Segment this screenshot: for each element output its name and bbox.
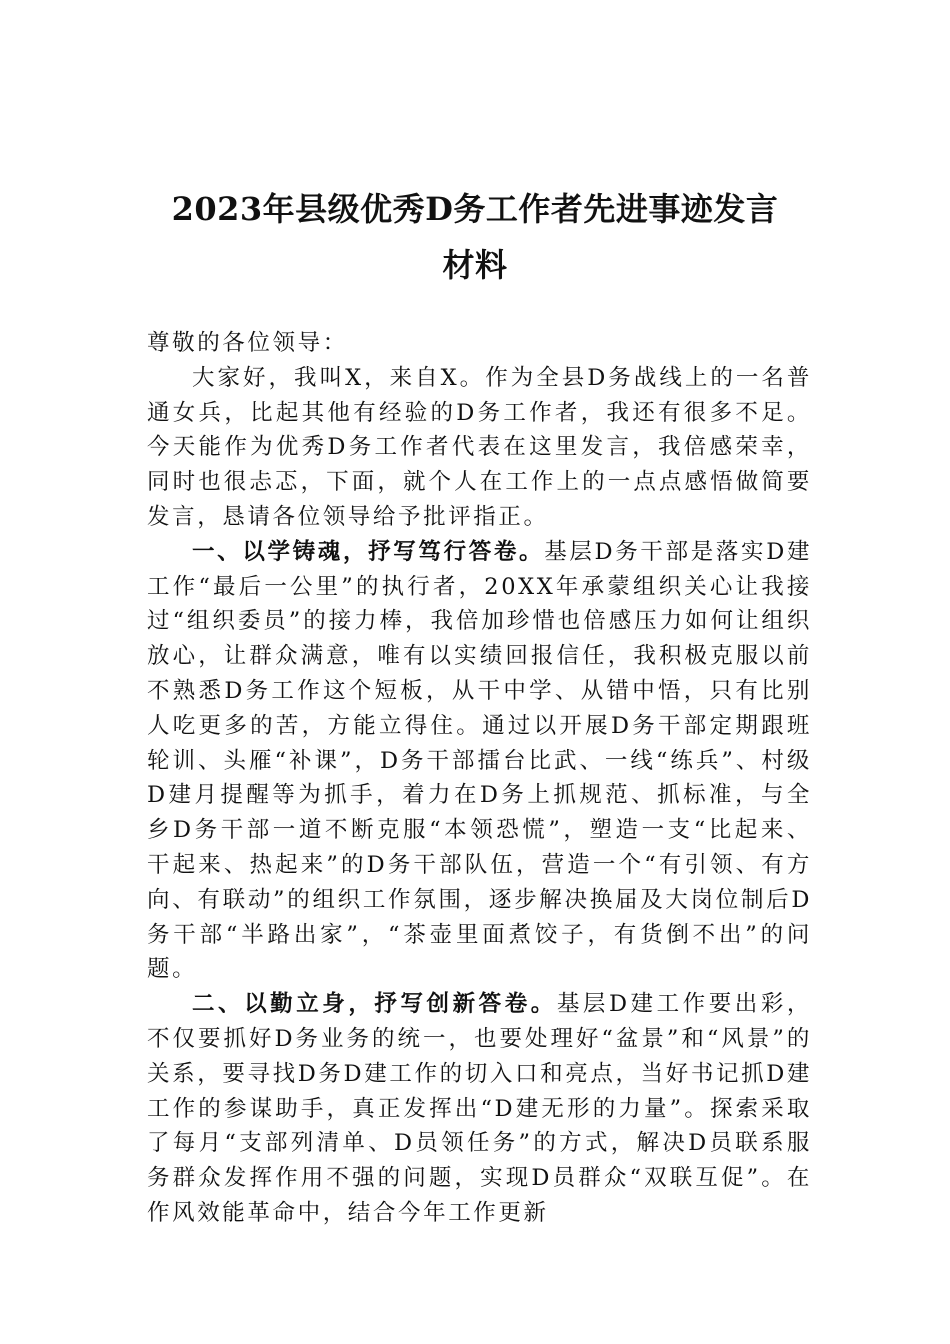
document-body bbox=[147, 326, 812, 1231]
title-line-1: 2023年县级优秀D务工作者先进事迹发言 bbox=[171, 190, 779, 229]
section-1-paragraph bbox=[147, 535, 812, 987]
section-2-body: 基层D建工作要出彩，不仅要抓好D务业务的统一，也要处理好“盆景”和“风景”的关系，要寻找D务D建工作的切入口和亮点，当好书记抓D建工作的参谋助手，真正发挥出“D建无形的力量”。探索采取了每月“支部列清单、D员领任务”的方式，解决D员联系服务群众发挥作用不强的问题，实现D员群众“双联互促”。在作风效能革命中，结合今年工作更新 bbox=[147, 991, 812, 1226]
section-1-heading: 一、以学铸魂，抒写笃行答卷。 bbox=[192, 538, 545, 565]
section-1-body: 基层D务干部是落实D建工作“最后一公里”的执行者，20XX年承蒙组织关心让我接过“组织委员”的接力棒，我倍加珍惜也倍感压力如何让组织放心，让群众满意，唯有以实绩回报信任，我积极克服以前不熟悉D务工作这个短板，从干中学、从错中悟，只有比别人吃更多的苦，方能立得住。通过以开展D务干部定期跟班轮训、头雁“补课”，D务干部擂台比武、一线“练兵”、村级D建月提醒等为抓手，着力在D务上抓规范、抓标准，与全乡D务干部一道不断克服“本领恐慌”，塑造一支“比起来、干起来、热起来”的D务干部队伍，营造一个“有引领、有方向、有联动”的组织工作氛围，逐步解决换届及大岗位制后D务干部“半路出家”，“茶壶里面煮饺子，有货倒不出”的问题。 bbox=[147, 538, 812, 983]
salutation: 尊敬的各位领导： bbox=[147, 330, 348, 356]
section-2-heading: 二、以勤立身，抒写创新答卷。 bbox=[192, 991, 557, 1018]
title-line-2: 材料 bbox=[442, 246, 508, 285]
section-2-paragraph bbox=[147, 987, 812, 1231]
document-title bbox=[120, 181, 830, 293]
intro-paragraph: 大家好，我叫X，来自X。作为全县D务战线上的一名普通女兵，比起其他有经验的D务工作者，我还有很多不足。今天能作为优秀D务工作者代表在这里发言，我倍感荣幸，同时也很忐忑，下面，就个人在工作上的一点点感悟做简要发言，恳请各位领导给予批评指正。 bbox=[147, 364, 812, 530]
